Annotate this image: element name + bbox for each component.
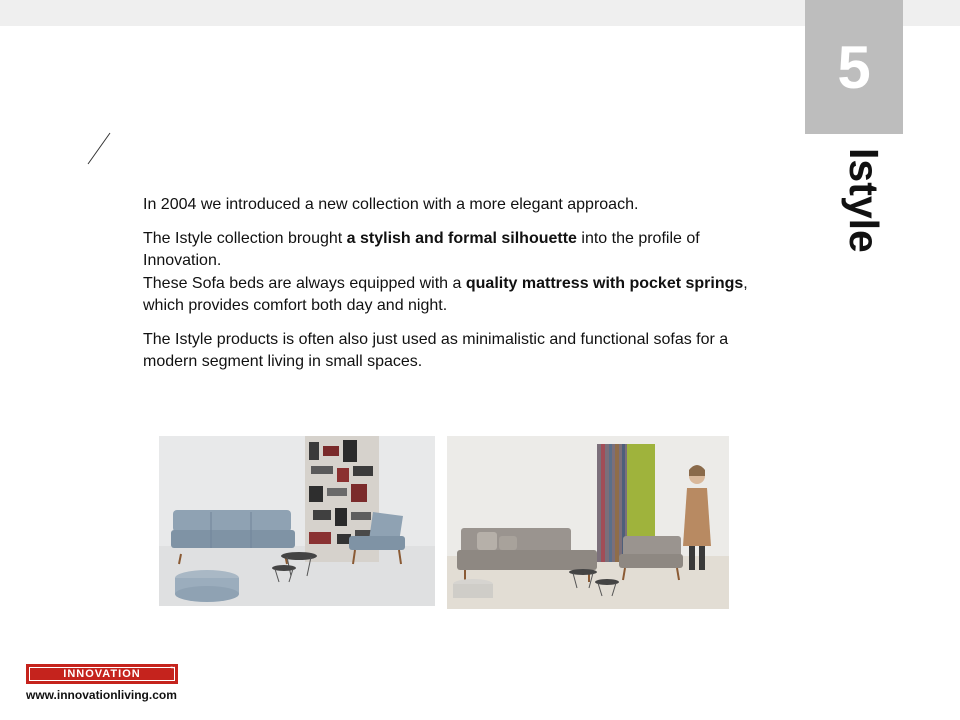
sofa-bed-blue-photo <box>159 436 435 606</box>
slash-mark <box>86 132 112 166</box>
paragraph-silhouette <box>143 228 763 273</box>
bold-text: quality mattress with pocket springs <box>465 274 744 292</box>
text-span: These Sofa beds are always equipped with a <box>143 274 466 292</box>
footer-url[interactable]: www.innovationliving.com <box>26 688 177 702</box>
section-number-box <box>805 0 903 134</box>
paragraph-usage: The Istyle products is often also just used as minimalistic and functional sofas for a modern segment living in small spaces. <box>143 330 729 370</box>
text-span: , which provides comfort both day and night. <box>143 274 748 314</box>
bold-text: a stylish and formal silhouette <box>346 229 577 247</box>
logo-trademark: ™ <box>170 666 175 672</box>
paragraph-mattress <box>143 273 763 318</box>
logo-text: INNOVATION <box>63 668 141 680</box>
body-text <box>143 194 763 374</box>
logo-frame <box>29 667 175 681</box>
text-span: The Istyle collection brought <box>143 229 347 247</box>
sofa-bed-grey-photo <box>447 436 729 609</box>
innovation-logo <box>26 664 178 684</box>
section-number: 5 <box>837 34 871 101</box>
section-title: Istyle <box>841 148 887 253</box>
paragraph-intro: In 2004 we introduced a new collection with a more elegant approach. <box>143 196 639 213</box>
text-span: into the profile of Innovation. <box>143 229 700 269</box>
